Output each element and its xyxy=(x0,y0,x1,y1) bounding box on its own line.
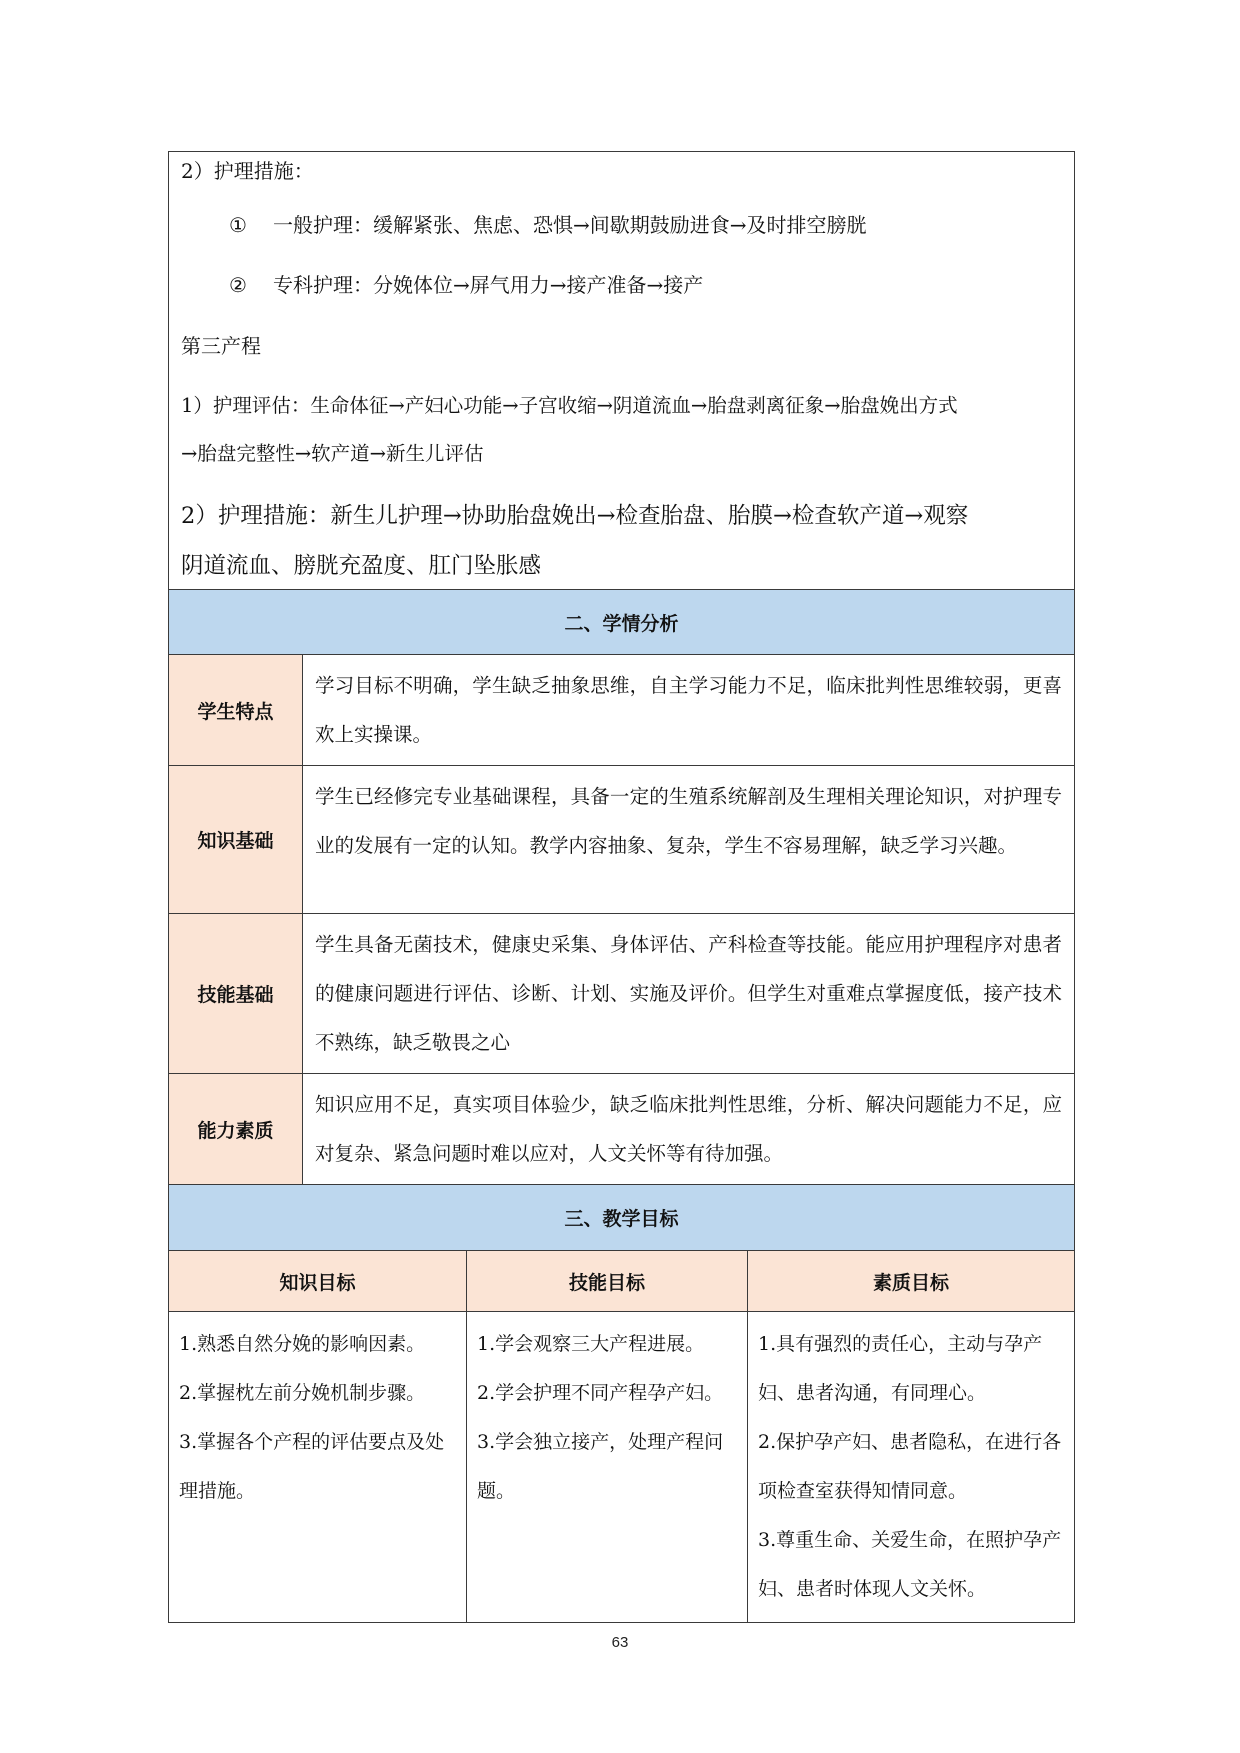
goal-titles-row xyxy=(169,1251,1075,1312)
goal-item: 3.学会独立接产，处理产程问题。 xyxy=(477,1431,724,1502)
skill-goal-list xyxy=(467,1312,748,1623)
goal-item: 2.掌握枕左前分娩机制步骤。 xyxy=(179,1382,426,1404)
intro-cell xyxy=(169,152,1075,590)
analysis-row xyxy=(169,1074,1075,1185)
learning-analysis-header-row xyxy=(169,590,1075,655)
assessment-line-2: →胎盘完整性→软产道→新生儿评估 xyxy=(181,442,484,465)
analysis-label: 学生特点 xyxy=(169,655,303,766)
circled-one-marker: ① xyxy=(229,213,247,237)
measures-line-1: 2）护理措施：新生儿护理→协助胎盘娩出→检查胎盘、胎膜→检查软产道→观察 xyxy=(181,503,969,529)
lesson-plan-table xyxy=(168,151,1075,1623)
quality-goal-list xyxy=(748,1312,1075,1623)
nursing-measures-heading: 2）护理措施： xyxy=(181,159,314,183)
analysis-label: 技能基础 xyxy=(169,914,303,1074)
learning-analysis-heading: 二、学情分析 xyxy=(169,590,1075,655)
analysis-text: 学习目标不明确，学生缺乏抽象思维，自主学习能力不足，临床批判性思维较弱，更喜欢上实操课。 xyxy=(303,655,1075,766)
goal-item: 3.尊重生命、关爱生命，在照护孕产妇、患者时体现人文关怀。 xyxy=(758,1529,1062,1600)
knowledge-goal-list xyxy=(169,1312,467,1623)
analysis-row xyxy=(169,766,1075,914)
knowledge-goal-title: 知识目标 xyxy=(169,1251,467,1312)
skill-goal-title: 技能目标 xyxy=(467,1251,748,1312)
circled-two-marker: ② xyxy=(229,273,247,297)
goal-items-row xyxy=(169,1312,1075,1623)
analysis-label: 知识基础 xyxy=(169,766,303,914)
page-number: 63 xyxy=(611,1634,629,1651)
specialist-care-line xyxy=(229,269,703,298)
general-care-line xyxy=(229,209,867,238)
teaching-goals-heading: 三、教学目标 xyxy=(169,1185,1075,1251)
analysis-text: 学生已经修完专业基础课程，具备一定的生殖系统解剖及生理相关理论知识，对护理专业的发展有一定的认知。教学内容抽象、复杂，学生不容易理解，缺乏学习兴趣。 xyxy=(303,766,1075,914)
analysis-row xyxy=(169,655,1075,766)
goal-item: 1.具有强烈的责任心，主动与孕产妇、患者沟通，有同理心。 xyxy=(758,1333,1043,1404)
assessment-line-1: 1）护理评估：生命体征→产妇心功能→子宫收缩→阴道流血→胎盘剥离征象→胎盘娩出方式 xyxy=(181,394,958,417)
third-stage-heading: 第三产程 xyxy=(181,334,261,358)
measures-line-2: 阴道流血、膀胱充盈度、肛门坠胀感 xyxy=(181,553,542,579)
analysis-text: 学生具备无菌技术，健康史采集、身体评估、产科检查等技能。能应用护理程序对患者的健康问题进行评估、诊断、计划、实施及评价。但学生对重难点掌握度低，接产技术不熟练，缺乏敬畏之心 xyxy=(303,914,1075,1074)
teaching-goals-header-row xyxy=(169,1185,1075,1251)
general-care-text: 一般护理：缓解紧张、焦虑、恐惧→间歇期鼓励进食→及时排空膀胱 xyxy=(273,213,867,237)
goal-item: 2.保护孕产妇、患者隐私，在进行各项检查室获得知情同意。 xyxy=(758,1431,1062,1502)
goal-item: 2.学会护理不同产程孕产妇。 xyxy=(477,1382,724,1404)
analysis-row xyxy=(169,914,1075,1074)
goal-item: 1.熟悉自然分娩的影响因素。 xyxy=(179,1333,426,1355)
analysis-label: 能力素质 xyxy=(169,1074,303,1185)
quality-goal-title: 素质目标 xyxy=(748,1251,1075,1312)
analysis-text: 知识应用不足，真实项目体验少，缺乏临床批判性思维，分析、解决问题能力不足，应对复杂、紧急问题时难以应对，人文关怀等有待加强。 xyxy=(303,1074,1075,1185)
specialist-care-text: 专科护理：分娩体位→屏气用力→接产准备→接产 xyxy=(273,273,704,297)
goal-item: 1.学会观察三大产程进展。 xyxy=(477,1333,705,1355)
intro-row xyxy=(169,152,1075,590)
goal-item: 3.掌握各个产程的评估要点及处理措施。 xyxy=(179,1431,445,1502)
